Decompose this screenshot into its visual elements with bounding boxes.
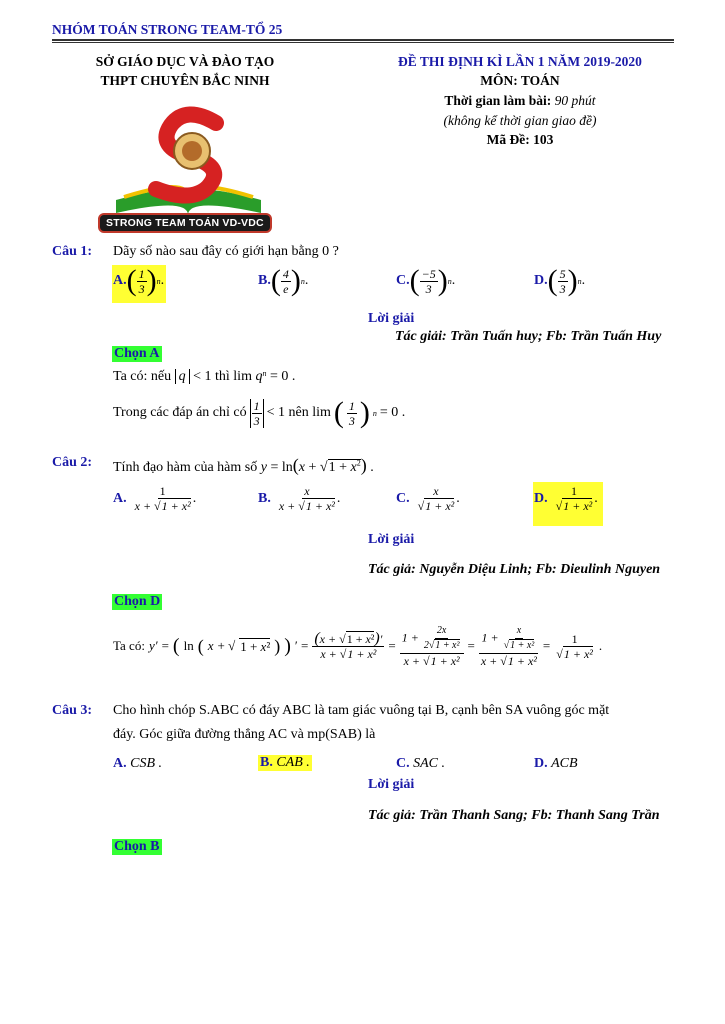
q2-option-b[interactable]: B. $\frac{x}{\text{x + √1 + x²}}$ .: [258, 484, 341, 513]
q1-d-num: 5: [559, 266, 566, 281]
time-note: (không kể thời gian giao đề): [443, 113, 597, 128]
q3-option-a-text: CSB .: [130, 756, 163, 771]
q1-option-d-label: D.: [534, 273, 548, 288]
q1-option-a[interactable]: A. ( $\frac{1}{3}$ ) n .: [113, 264, 165, 297]
q1-solution-line1: Ta có: nếu q < 1 thì $\lim q^n = 0$ .: [113, 369, 296, 384]
q1-option-d[interactable]: D. ( $\frac{5}{3}$ ) n .: [534, 264, 586, 297]
q1-l2b-den: 3: [348, 413, 355, 428]
q2-author: Tác giả: Nguyễn Diệu Linh; Fb: Dieulinh Nguyen: [368, 562, 661, 577]
q1-text: Dãy số nào sau đây có giới hạn bằng 0 ?: [113, 244, 339, 259]
q1-a-den: 3: [138, 281, 145, 296]
q3-option-c[interactable]: [396, 756, 445, 772]
q1-b-den: e: [283, 281, 289, 296]
time-label: Thời gian làm bài:: [444, 93, 552, 108]
q2-option-c[interactable]: C. $\frac{x}{\text{√1 + x²}}$ .: [396, 484, 460, 513]
q1-line1-pre: Ta có: nếu: [113, 369, 172, 384]
q1-author: Tác giải: Trần Tuấn huy; Fb: Trần Tuấn Huy: [395, 329, 662, 344]
q1-solution-line2: Trong các đáp án chỉ có $\frac{1}{3}$ < 1 nên lim ( $\frac{1}{3}$ ) n = 0 .: [113, 396, 406, 429]
q1-choice: Chọn A: [114, 346, 160, 361]
q2-solution-heading: Lời giải: [368, 532, 415, 547]
q1-l2-num: 1: [253, 398, 260, 413]
dept-line2: THPT CHUYÊN BẮC NINH: [100, 73, 270, 88]
q1-line1-mid: < 1 thì lim: [193, 369, 252, 384]
q3-option-a[interactable]: [113, 756, 162, 772]
q3-option-b-label: B.: [260, 755, 273, 770]
q1-option-a-label: A.: [113, 273, 127, 288]
dept-line1: SỞ GIÁO DỤC VÀ ĐÀO TẠO: [95, 54, 275, 69]
q1-l2-den: 3: [253, 413, 260, 428]
q2-label: Câu 2:: [52, 455, 93, 470]
q3-option-d-text: ACB: [551, 756, 578, 771]
q1-a-exp: n: [156, 276, 161, 286]
exam-title: ĐỀ THI ĐỊNH KÌ LẦN 1 NĂM 2019-2020: [398, 54, 642, 69]
logo-graphic: [96, 105, 281, 220]
subject: MÔN: TOÁN: [480, 73, 560, 88]
q3-solution-heading: Lời giải: [368, 777, 415, 792]
q3-text1: Cho hình chóp S.ABC có đáy ABC là tam giác vuông tại B, cạnh bên SA vuông góc mặt: [113, 703, 610, 718]
q1-solution-heading: Lời giải: [368, 311, 415, 326]
q1-l2-exp: n: [372, 408, 377, 418]
header-rule: [52, 39, 674, 41]
header-rule-thin: [52, 42, 674, 43]
q1-a-num: 1: [138, 266, 145, 281]
q3-choice: Chọn B: [114, 839, 160, 854]
q1-b-num: 4: [282, 266, 289, 281]
q1-line2-mid: < 1 nên lim: [266, 405, 331, 420]
q2-option-d[interactable]: D. $\frac{1}{\text{√1 + x²}}$ .: [534, 484, 598, 513]
q3-option-c-text: SAC .: [413, 756, 446, 771]
q1-c-num: −5: [421, 266, 436, 281]
q1-c-den: 3: [425, 281, 432, 296]
q1-c-exp: n: [447, 276, 452, 286]
q2-option-b-label: B.: [258, 490, 271, 506]
logo-caption: STRONG TEAM TOÁN VD-VDC: [98, 213, 272, 233]
time-value: 90 phút: [554, 93, 596, 108]
q3-option-b[interactable]: [258, 755, 312, 771]
q2-option-c-label: C.: [396, 490, 410, 506]
q1-line2-pre: Trong các đáp án chỉ có: [113, 405, 247, 420]
q2-option-a[interactable]: A. $\frac{1}{\text{x + √1 + x²}}$ .: [113, 484, 197, 513]
exam-code: Mã Đề: 103: [486, 132, 554, 147]
q2-text: Tính đạo hàm của hàm số: [113, 460, 258, 475]
q3-option-d-label: D.: [534, 756, 548, 771]
q3-text2: đáy. Góc giữa đường thẳng AC và mp(SAB) là: [113, 727, 376, 742]
q2-text-line: Tính đạo hàm của hàm số $y = \ln(x + √1 + x^2)$ .: [113, 455, 374, 475]
q2-work-pre: Ta có:: [113, 638, 145, 653]
q1-option-b[interactable]: B. ( $\frac{4}{e}$ ) n .: [258, 264, 309, 297]
q1-line1-end: = 0 .: [269, 369, 296, 384]
q1-option-c-label: C.: [396, 273, 410, 288]
group-header: NHÓM TOÁN STRONG TEAM-TỔ 25: [52, 22, 283, 37]
q2-choice: Chọn D: [114, 594, 161, 609]
q3-option-b-text: CAB .: [276, 755, 310, 770]
q1-d-den: 3: [559, 281, 566, 296]
q1-l2b-num: 1: [348, 398, 355, 413]
q1-d-exp: n: [577, 276, 582, 286]
q1-line2-end: = 0 .: [379, 405, 406, 420]
time-line: [360, 93, 680, 109]
q3-label: Câu 3:: [52, 703, 93, 718]
q3-option-c-label: C.: [396, 756, 410, 771]
q1-label: Câu 1:: [52, 244, 93, 259]
q3-option-d[interactable]: [534, 756, 578, 772]
q1-b-exp: n: [300, 276, 305, 286]
q1-option-b-label: B.: [258, 273, 271, 288]
q3-option-a-label: A.: [113, 756, 127, 771]
q1-option-c[interactable]: C. ( $\frac{-5}{3}$ ) n .: [396, 264, 456, 297]
q2-option-a-label: A.: [113, 490, 127, 506]
q2-option-d-label: D.: [534, 490, 548, 506]
strong-team-logo: [96, 105, 281, 235]
q2-derivation: Ta có: y′ = ( ln ( x + √ 1 + x² ) ) ′ = $\frac{\text{(x + √1 + x²)′}}{\text{x + √1 + x²}}$ = 1 + $\frac{2x}{\text{2√1 + x²}}$ x + √1 + x² = 1 + $\frac{x}{\text{√1 + x²}}$ x + √1 + x² = $\frac{1}{\text{√1 + x²}}$ .: [113, 625, 603, 668]
q3-author: Tác giả: Trần Thanh Sang; Fb: Thanh Sang Trần: [368, 808, 660, 823]
